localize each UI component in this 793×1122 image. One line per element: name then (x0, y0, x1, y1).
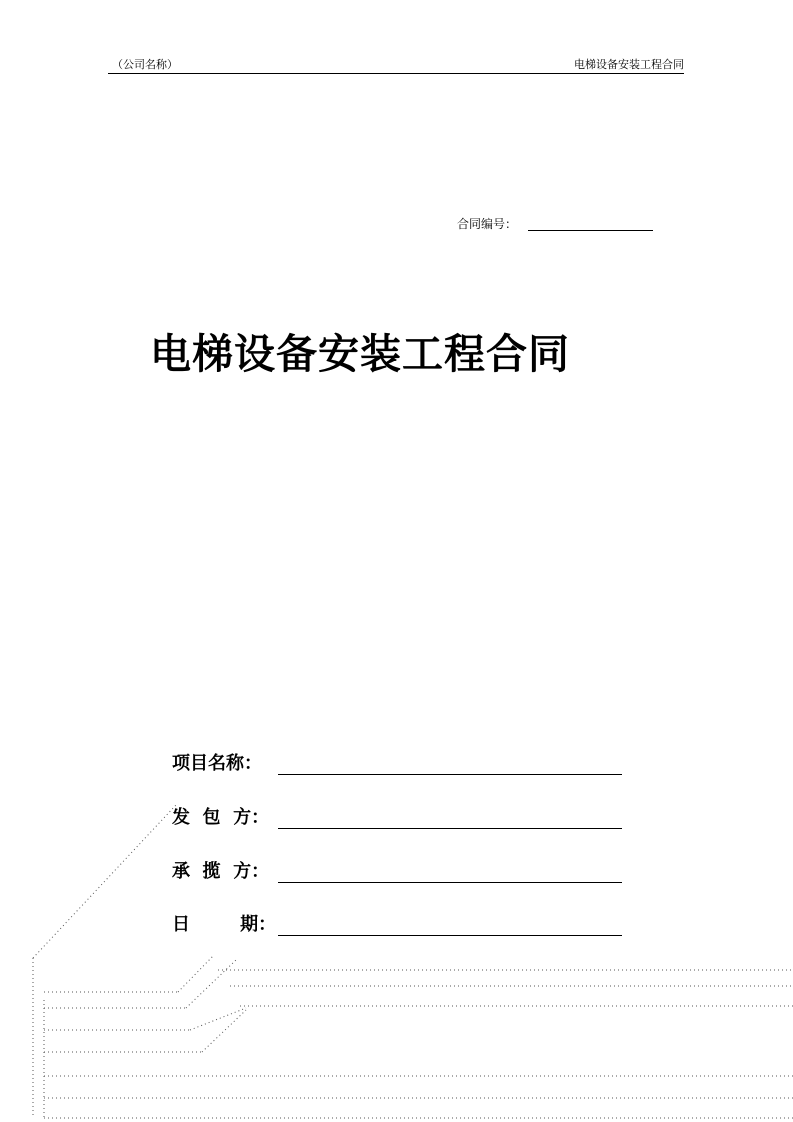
field-label: 日 期： (172, 914, 277, 935)
field-label: 承 揽 方： (172, 861, 270, 882)
field-label: 项目名称： (172, 753, 262, 774)
contract-number-label: 合同编号： (457, 217, 518, 231)
field-label: 发 包 方： (172, 807, 270, 828)
company-name: （公司名称） (112, 58, 178, 71)
document-title: 电梯设备安装工程合同 (150, 330, 570, 378)
header-doc-title: 电梯设备安装工程合同 (574, 58, 684, 71)
